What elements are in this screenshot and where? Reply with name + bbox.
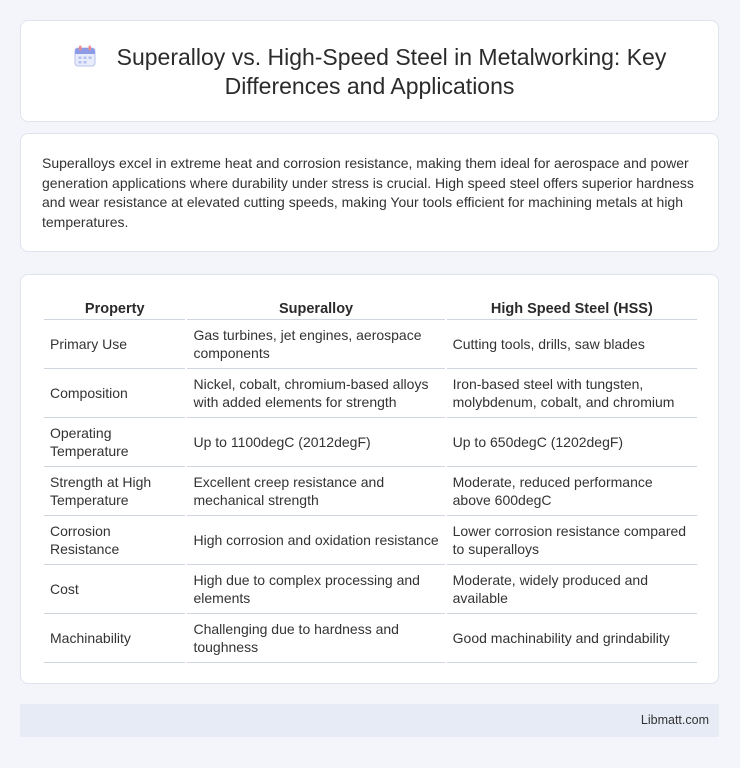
row-superalloy: High corrosion and oxidation resistance (187, 516, 444, 565)
title-line-1: Superalloy vs. High-Speed Steel in Metalworking: Key (116, 44, 667, 70)
intro-card (20, 133, 719, 252)
row-hss: Lower corrosion resistance compared to superalloys (447, 516, 697, 565)
calendar-icon (73, 44, 97, 68)
footer-bar (20, 704, 719, 737)
intro-paragraph: Superalloys excel in extreme heat and corrosion resistance, making them ideal for aerospace and power generation applications where durability under stress is crucial. High speed steel offers superior hardness and wear resistance at elevated cutting speeds, making Your tools efficient for machining metals at high temperatures. (42, 155, 694, 230)
table-row (44, 467, 697, 516)
footer-brand-link[interactable]: Libmatt.com (640, 713, 709, 727)
row-superalloy: Nickel, cobalt, chromium-based alloys with added elements for strength (187, 369, 444, 418)
row-hss: Iron-based steel with tungsten, molybdenum, cobalt, and chromium (447, 369, 697, 418)
comparison-table-card (20, 274, 719, 684)
comparison-table (42, 293, 699, 663)
row-property: Corrosion Resistance (44, 516, 185, 565)
row-superalloy: High due to complex processing and elements (187, 565, 444, 614)
row-property: Primary Use (44, 320, 185, 369)
row-superalloy: Challenging due to hardness and toughness (187, 614, 444, 663)
row-hss: Cutting tools, drills, saw blades (447, 320, 697, 369)
row-hss: Moderate, widely produced and available (447, 565, 697, 614)
row-superalloy: Up to 1100degC (2012degF) (187, 418, 444, 467)
table-row (44, 614, 697, 663)
title-card (20, 20, 719, 122)
row-hss: Up to 650degC (1202degF) (447, 418, 697, 467)
table-header-row (44, 293, 697, 320)
page-title (21, 43, 718, 101)
column-header-property: Property (44, 293, 185, 320)
title-line-2: Differences and Applications (224, 73, 515, 99)
row-superalloy: Gas turbines, jet engines, aerospace components (187, 320, 444, 369)
row-property: Machinability (44, 614, 185, 663)
row-property: Composition (44, 369, 185, 418)
table-row (44, 516, 697, 565)
table-row (44, 320, 697, 369)
table-row (44, 418, 697, 467)
row-hss: Good machinability and grindability (447, 614, 697, 663)
column-header-superalloy: Superalloy (187, 293, 444, 320)
row-property: Strength at High Temperature (44, 467, 185, 516)
row-superalloy: Excellent creep resistance and mechanical strength (187, 467, 444, 516)
row-property: Cost (44, 565, 185, 614)
column-header-hss: High Speed Steel (HSS) (447, 293, 697, 320)
table-row (44, 369, 697, 418)
row-property: Operating Temperature (44, 418, 185, 467)
row-hss: Moderate, reduced performance above 600degC (447, 467, 697, 516)
table-row (44, 565, 697, 614)
